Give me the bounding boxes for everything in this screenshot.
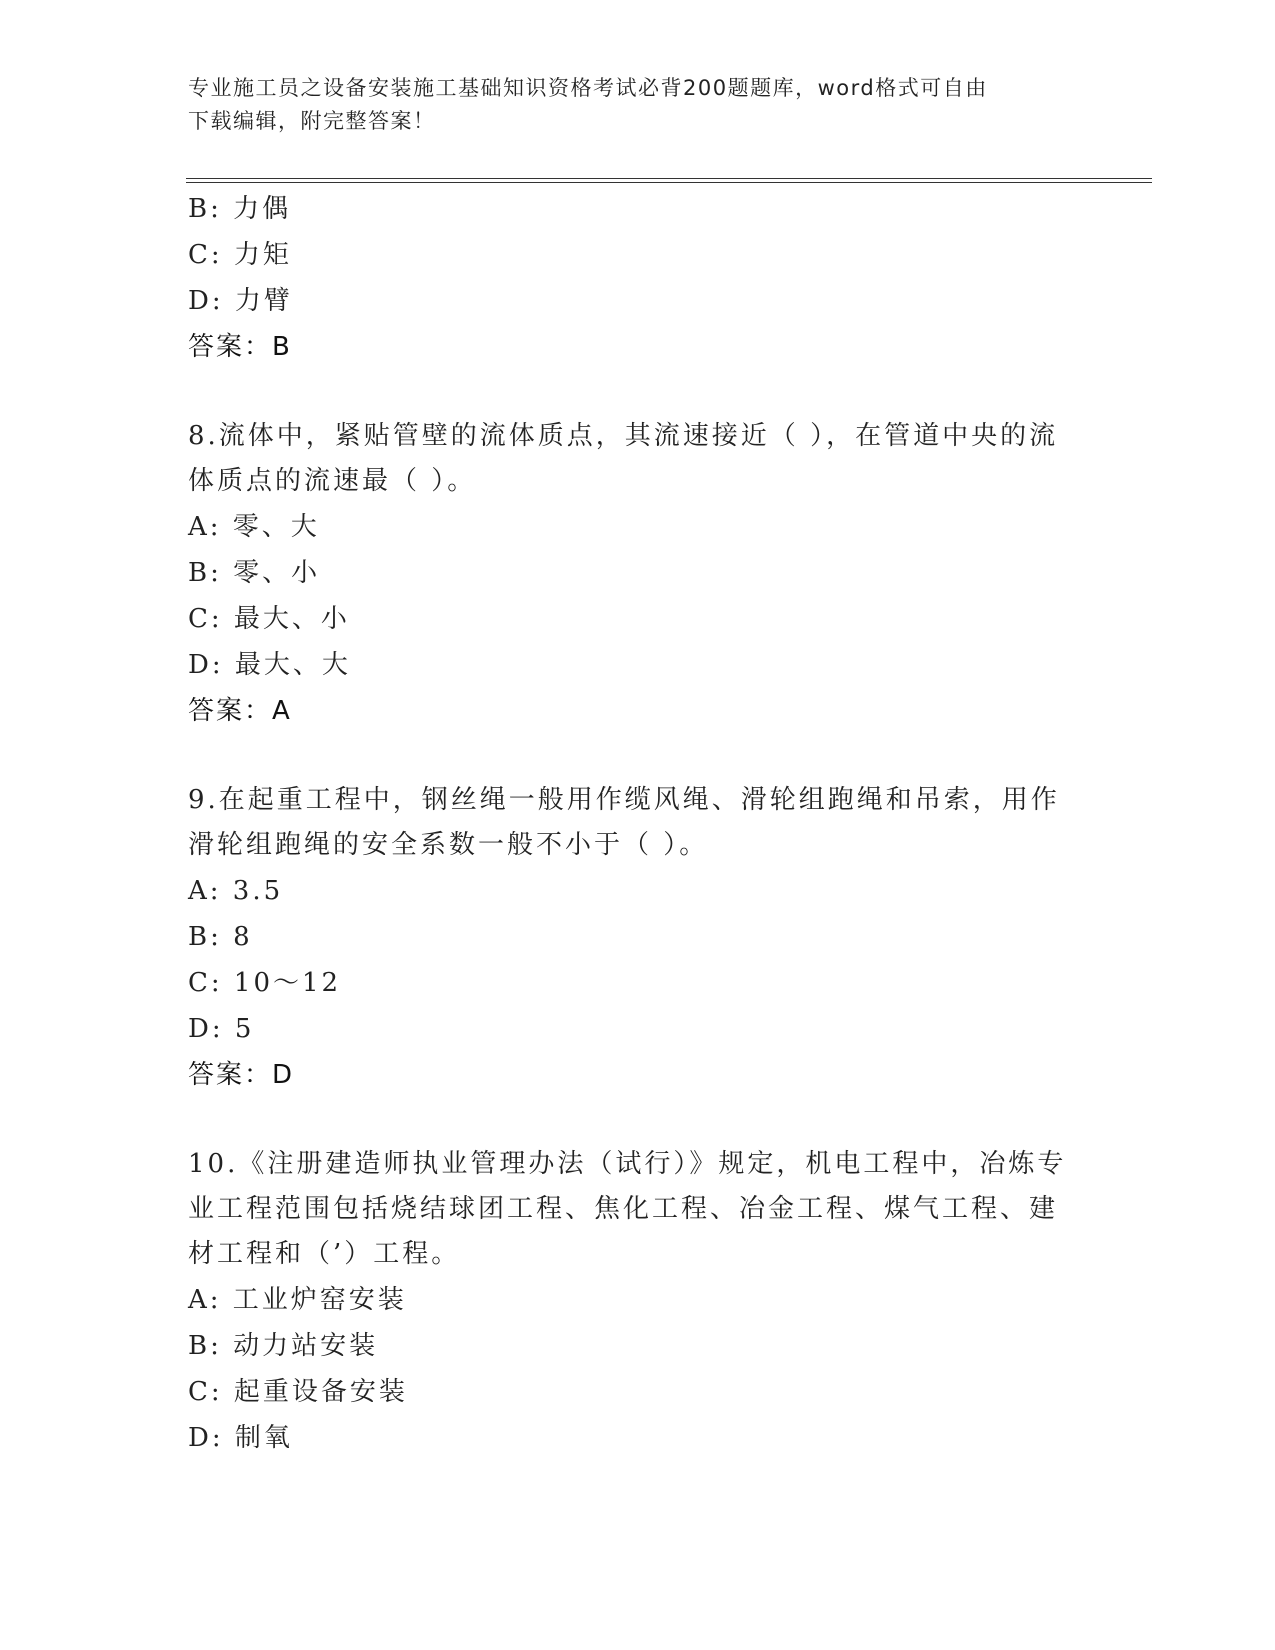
q7-option-b: B: 力偶	[188, 194, 292, 224]
spacer	[188, 370, 1088, 414]
header-line-1: 专业施工员之设备安装施工基础知识资格考试必背200题题库，word格式可自由	[188, 76, 988, 100]
header-divider-thick	[186, 182, 1152, 183]
q8-option-a: A: 零、大	[188, 512, 320, 542]
q7-option-d: D: 力臂	[188, 286, 293, 316]
q9-option-a: A: 3.5	[188, 876, 284, 906]
q10-stem-line-1: 10.《注册建造师执业管理办法（试行）》规定，机电工程中，冶炼专	[188, 1149, 1067, 1179]
q8-answer: 答案：A	[188, 696, 292, 726]
document-body	[188, 186, 1088, 1461]
q9-answer: 答案：D	[188, 1060, 295, 1090]
q8-option-d: D: 最大、大	[188, 650, 351, 680]
q10-option-d: D: 制氧	[188, 1423, 293, 1453]
question-7-block	[188, 186, 1088, 370]
q7-answer: 答案：B	[188, 332, 292, 362]
q8-option-c: C: 最大、小	[188, 604, 350, 634]
q8-stem-line-1: 8.流体中，紧贴管壁的流体质点，其流速接近（ ），在管道中央的流	[188, 421, 1059, 451]
spacer	[188, 734, 1088, 778]
q9-option-b: B: 8	[188, 922, 253, 952]
question-8-block	[188, 414, 1088, 734]
q10-option-b: B: 动力站安装	[188, 1331, 379, 1361]
q9-option-c: C: 10～12	[188, 968, 342, 998]
q8-stem-line-2: 体质点的流速最（ ）。	[188, 466, 477, 496]
document-header	[188, 72, 1088, 138]
header-line-2: 下载编辑，附完整答案！	[188, 109, 436, 133]
q10-option-a: A: 工业炉窑安装	[188, 1285, 407, 1315]
q9-stem-line-2: 滑轮组跑绳的安全系数一般不小于（ ）。	[188, 830, 709, 860]
spacer	[188, 1098, 1088, 1142]
question-10-block	[188, 1142, 1088, 1461]
q7-option-c: C: 力矩	[188, 240, 292, 270]
q10-stem-line-3: 材工程和（’）工程。	[188, 1239, 461, 1269]
q10-stem-line-2: 业工程范围包括烧结球团工程、焦化工程、冶金工程、煤气工程、建	[188, 1194, 1059, 1224]
q8-option-b: B: 零、小	[188, 558, 321, 588]
question-9-block	[188, 778, 1088, 1098]
q9-option-d: D: 5	[188, 1014, 255, 1044]
q9-stem-line-1: 9.在起重工程中，钢丝绳一般用作缆风绳、滑轮组跑绳和吊索，用作	[188, 785, 1060, 815]
q10-option-c: C: 起重设备安装	[188, 1377, 408, 1407]
header-divider-thin	[186, 178, 1152, 179]
